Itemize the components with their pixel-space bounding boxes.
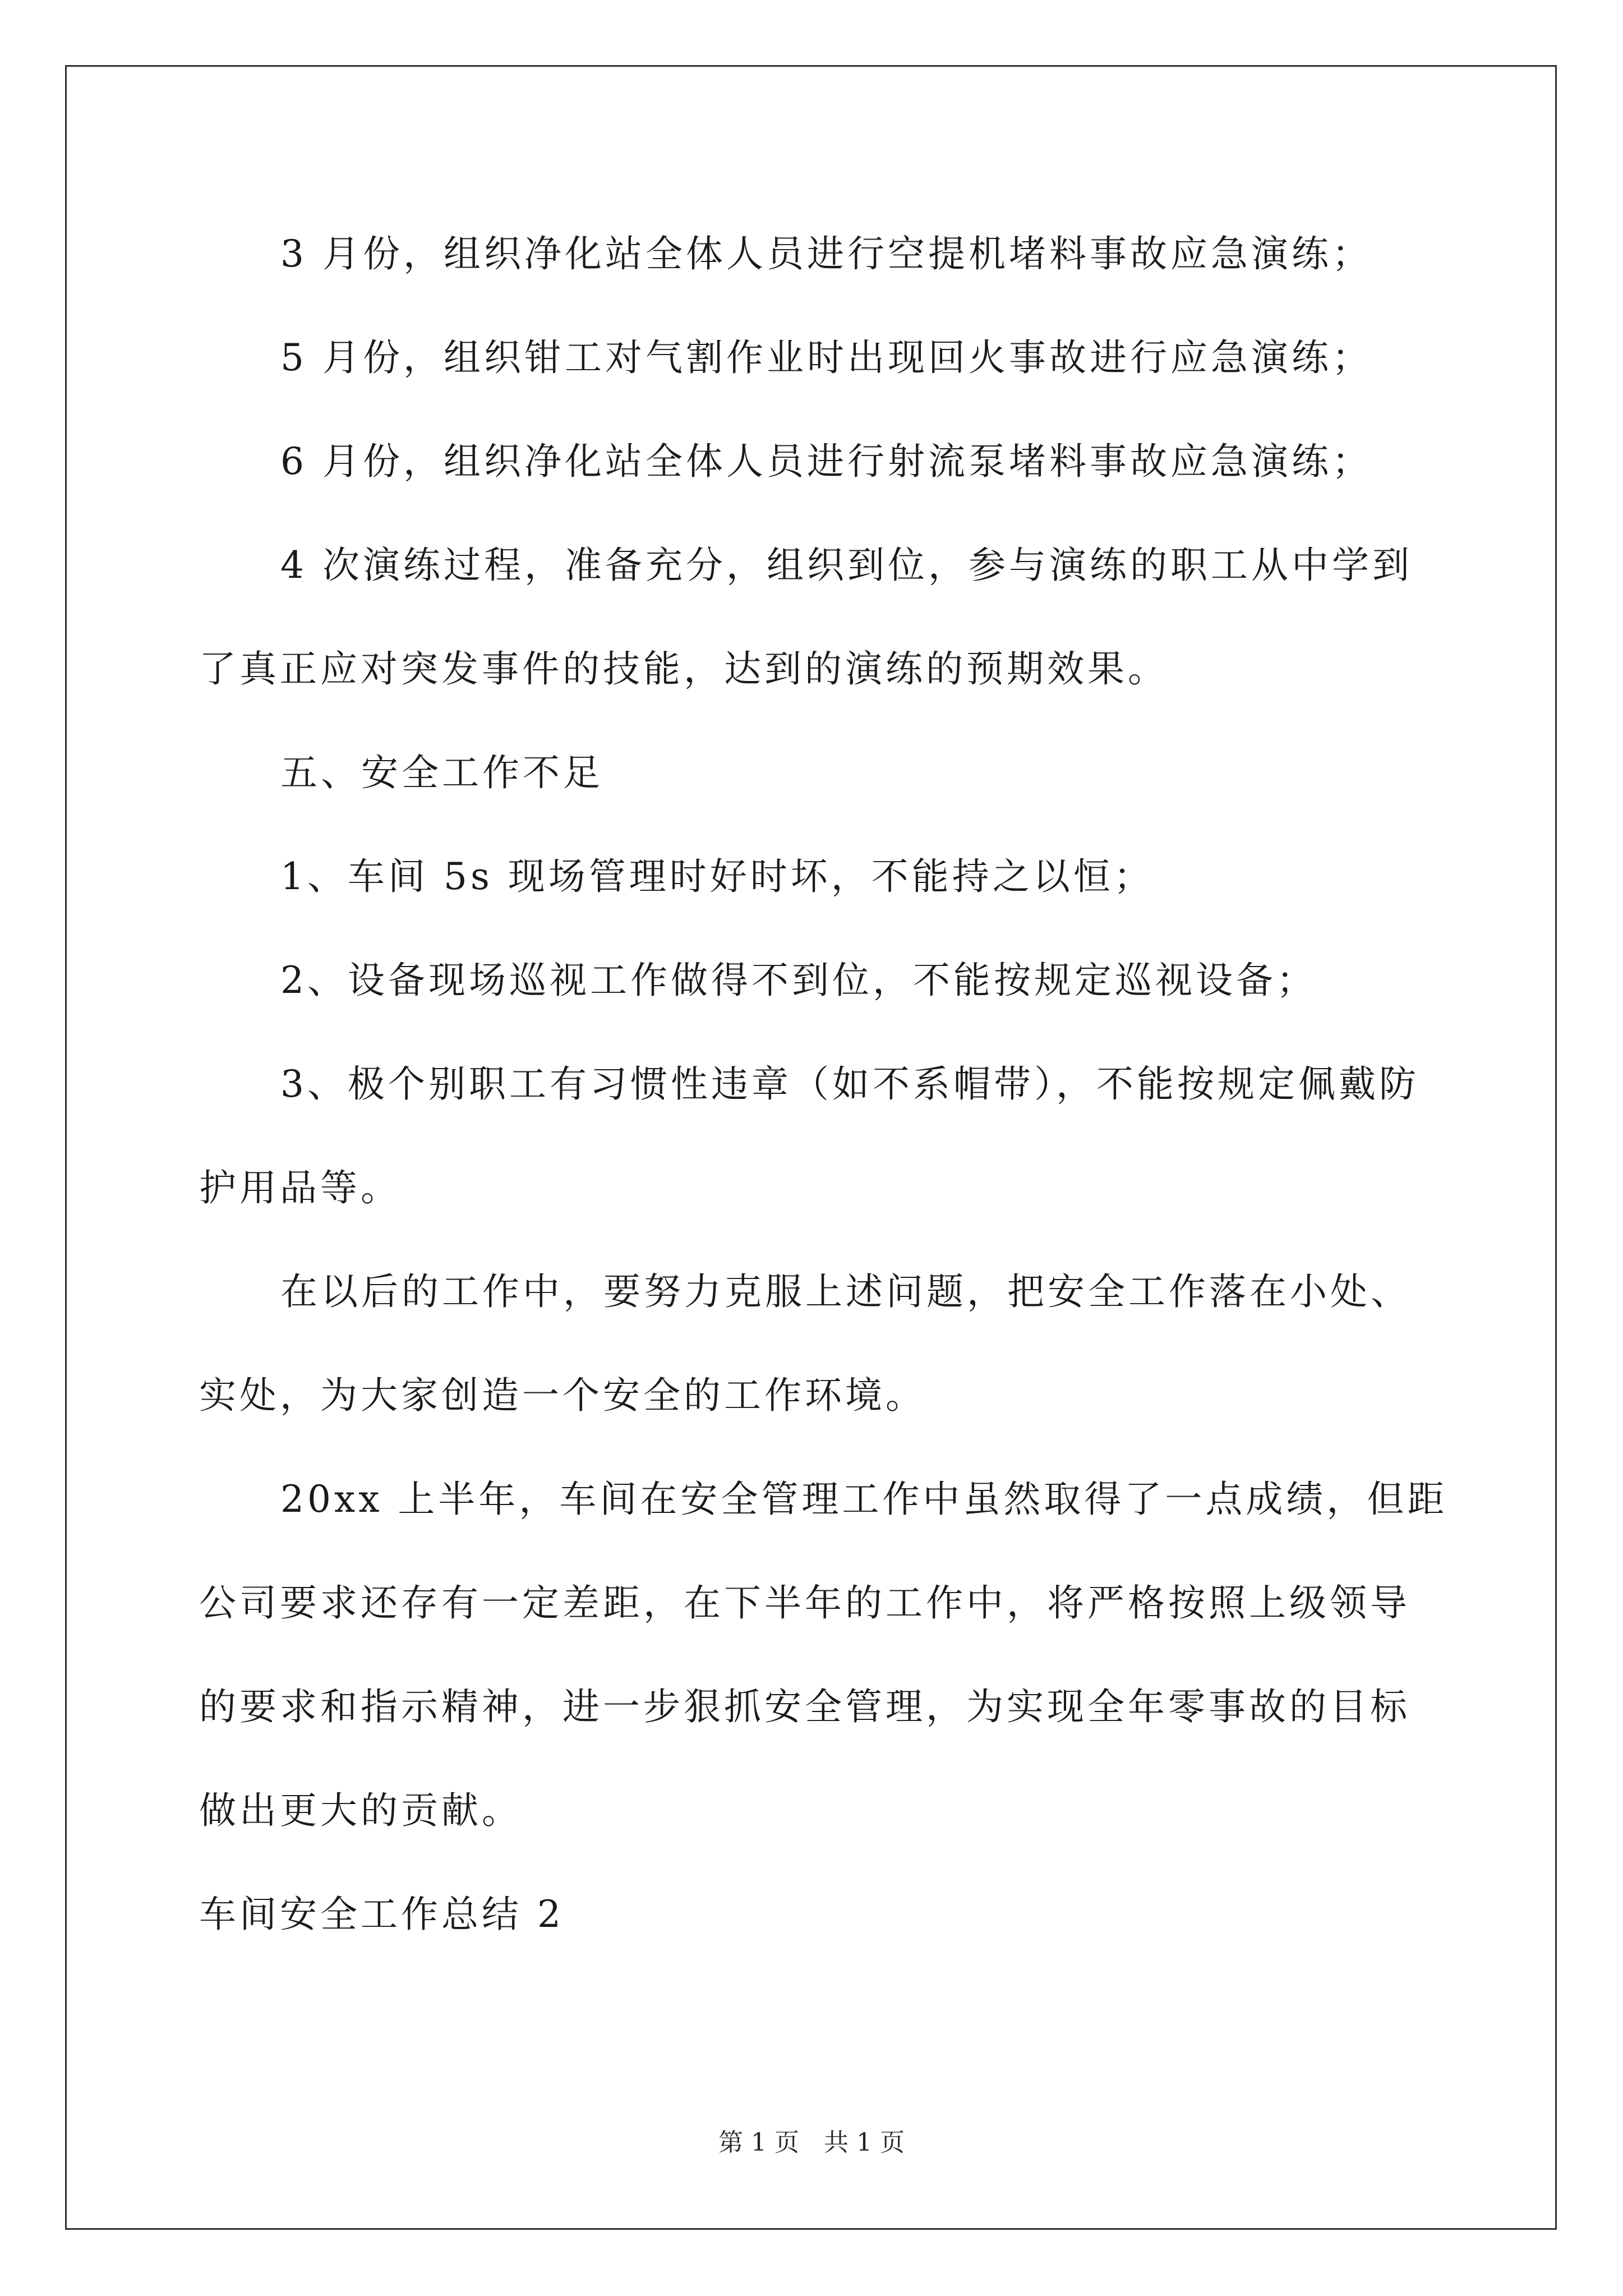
paragraph-line: 的要求和指示精神，进一步狠抓安全管理，为实现全年零事故的目标 xyxy=(199,1685,1410,1728)
document-subtitle: 车间安全工作总结 2 xyxy=(199,1893,564,1936)
section-heading: 五、安全工作不足 xyxy=(280,751,603,794)
paragraph-line: 5 月份，组织钳工对气割作业时出现回火事故进行应急演练； xyxy=(280,336,1372,379)
paragraph-line: 20xx 上半年，车间在安全管理工作中虽然取得了一点成绩，但距 xyxy=(280,1478,1448,1521)
paragraph-line: 3、极个别职工有习惯性违章（如不系帽带），不能按规定佩戴防 xyxy=(280,1062,1419,1106)
paragraph-line: 公司要求还存有一定差距，在下半年的工作中，将严格按照上级领导 xyxy=(199,1581,1410,1625)
paragraph-line: 6 月份，组织净化站全体人员进行射流泵堵料事故应急演练； xyxy=(280,440,1372,483)
paragraph-line: 3 月份，组织净化站全体人员进行空提机堵料事故应急演练； xyxy=(280,232,1372,275)
paragraph-line: 4 次演练过程，准备充分，组织到位，参与演练的职工从中学到 xyxy=(280,544,1413,587)
paragraph-line: 护用品等。 xyxy=(199,1166,401,1209)
paragraph-line: 1、车间 5s 现场管理时好时坏，不能持之以恒； xyxy=(280,855,1154,898)
paragraph-line: 2、设备现场巡视工作做得不到位，不能按规定巡视设备； xyxy=(280,959,1317,1002)
paragraph-line: 做出更大的贡献。 xyxy=(199,1789,522,1832)
page-footer xyxy=(0,2128,1623,2157)
page-number: 第 1 页 共 1 页 xyxy=(718,2128,905,2157)
paragraph-line: 了真正应对突发事件的技能，达到的演练的预期效果。 xyxy=(199,647,1168,691)
paragraph-line: 实处，为大家创造一个安全的工作环境。 xyxy=(199,1374,926,1417)
paragraph-line: 在以后的工作中，要努力克服上述问题，把安全工作落在小处、 xyxy=(280,1270,1411,1313)
